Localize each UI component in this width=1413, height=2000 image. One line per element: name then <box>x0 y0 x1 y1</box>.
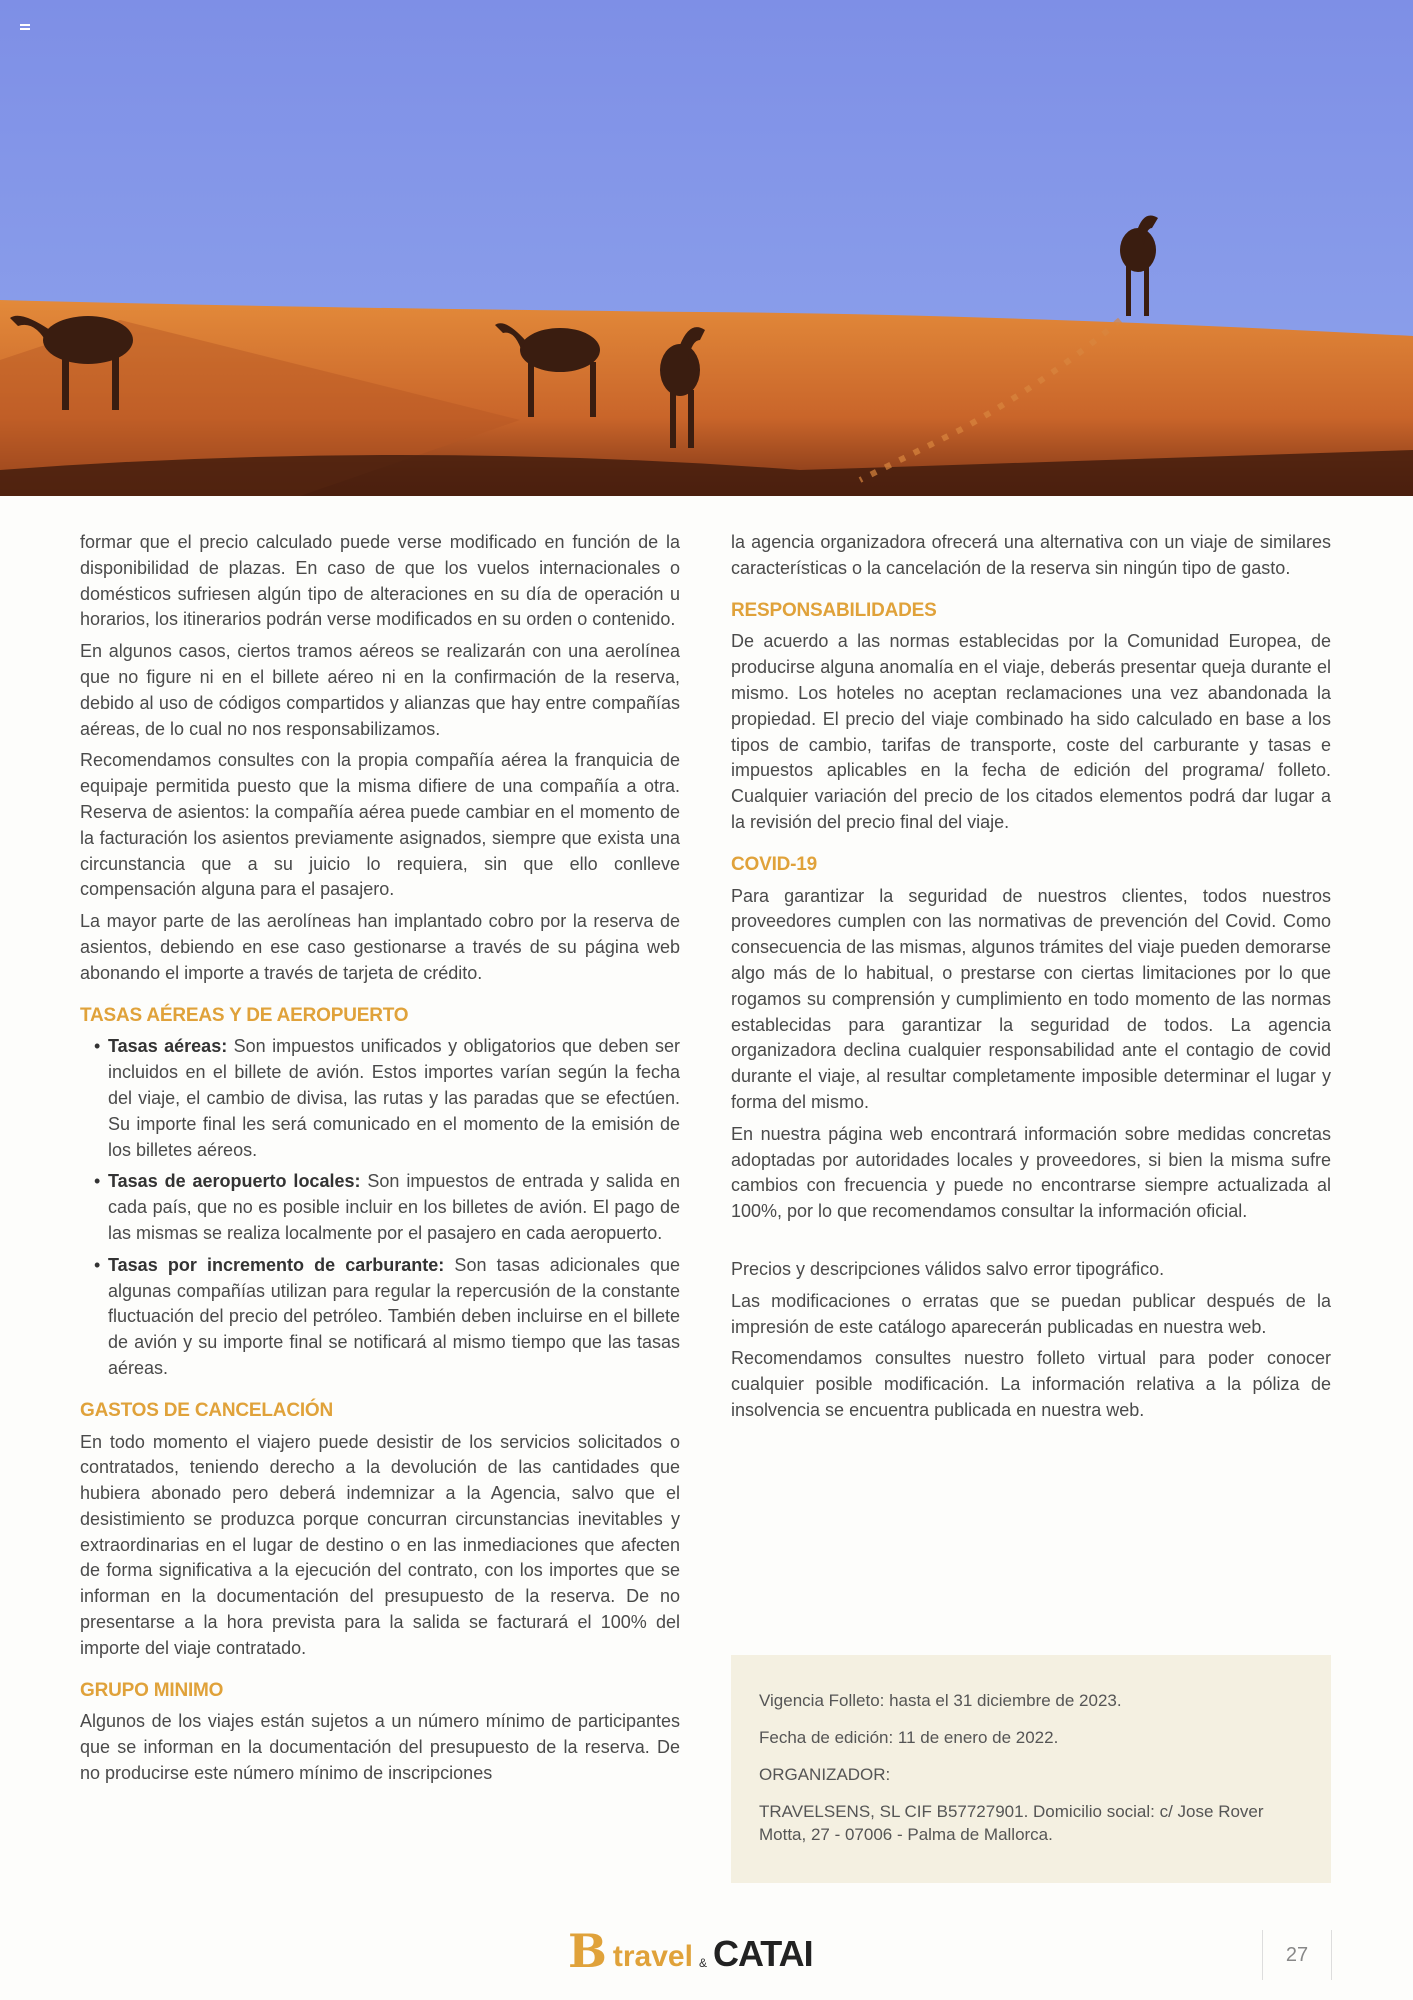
menu-icon[interactable] <box>20 24 30 30</box>
paragraph-alternativa: la agencia organizadora ofrecerá una alternativa con un viaje de similares características o la cancelación de la reserva sin ningún tipo de gasto. <box>731 532 1331 578</box>
list-item <box>108 1034 680 1163</box>
paragraph-equipaje: Recomendamos consultes con la propia compañía aérea la franquicia de equipaje permitida puesto que la misma difiere de una compañía a otra. Reserva de asientos: la compañía aérea puede cambiar en el momento de la facturación los asientos previamente asignados, siempre que exista una circunstancia que a su juicio lo requiera, sin que ello conlleve compensación alguna para el pasajero. <box>80 750 680 900</box>
list-item <box>108 1169 680 1246</box>
tasa-text: Son impuestos unificados y obligatorios que deben ser incluidos en el billete de avión. Estos importes varían según la fecha del viaje, el cambio de divisa, las rutas y las paradas que se efectúen. Su importe final les será comunicado en el momento de la emisión de los billetes aéreos. <box>108 1036 680 1160</box>
paragraph-covid-2: En nuestra página web encontrará información sobre medidas concretas adoptadas por autoridades locales y proveedores, si bien la misma sufre cambios con frecuencia y puede no encontrarse siempre actualizada al 100%, por lo que recomendamos consultar la información oficial. <box>731 1123 1331 1222</box>
hero-image <box>0 0 1413 496</box>
paragraph-modificaciones: Las modificaciones o erratas que se puedan publicar después de la impresión de este catálogo aparecerán publicadas en nuestra web. <box>731 1290 1331 1337</box>
tasa-label: Tasas por incremento de carburante: <box>108 1254 445 1275</box>
paragraph-reserva-asientos: La mayor parte de las aerolíneas han implantado cobro por la reserva de asientos, debiendo en ese caso gestionarse a través de su página web abonando el importe a través de tarjeta de crédito. <box>80 911 680 983</box>
logo-travel: travel <box>612 1940 693 1973</box>
tasa-text: Son tasas adicionales que algunas compañías utilizan para regular la repercusión de la constante fluctuación del precio del petróleo. También deben incluirse en el billete de avión y su importe final se notificará al mismo tiempo que las tasas aéreas. <box>108 1254 680 1378</box>
organizador-label: ORGANIZADOR: <box>759 1765 891 1784</box>
list-item <box>108 1253 680 1382</box>
paragraph-precio: formar que el precio calculado puede verse modificado en función de la disponibilidad de plazas. En caso de que los vuelos internacionales o domésticos sufriesen algún tipo de alteraciones en su día de operación u horarios, los itinerarios podrán verse modificados en su orden o contenido. <box>80 532 680 630</box>
page-number: 27 <box>1262 1930 1332 1980</box>
tasa-label: Tasas de aeropuerto locales: <box>108 1171 361 1192</box>
paragraph-gastos-cancelacion: En todo momento el viajero puede desistir de los servicios solicitados o contratados, teniendo derecho a la devolución de las cantidades que hubiera abonado pero deberá indemnizar a la Agencia, salvo que el desistimiento se produzca porque concurran circunstancias inevitables y extraordinarias en el lugar de destino o en las inmediaciones que afecten de forma significativa a la ejecución del contrato, con los importes que se informan en la documentación del presupuesto de la reserva. De no presentarse a la hora prevista para la salida se facturará el 100% del importe del viaje contratado. <box>80 1431 680 1658</box>
heading-responsabilidades: RESPONSABILIDADES <box>731 599 937 621</box>
paragraph-precios: Precios y descripciones válidos salvo error tipográfico. <box>731 1258 1165 1279</box>
paragraph-grupo-minimo: Algunos de los viajes están sujetos a un número mínimo de participantes que se informan en la documentación del presupuesto de la reserva. De no producirse este número mínimo de inscripciones <box>80 1711 680 1784</box>
heading-covid: COVID-19 <box>731 853 818 875</box>
vigencia-text: Vigencia Folleto: hasta el 31 diciembre de 2023. <box>759 1691 1122 1710</box>
fecha-edicion-text: Fecha de edición: 11 de enero de 2022. <box>759 1728 1059 1747</box>
organizador-text: TRAVELSENS, SL CIF B57727901. Domicilio social: c/ Jose Rover Motta, 27 - 07006 - Palma de Mallorca. <box>759 1802 1264 1844</box>
heading-tasas: TASAS AÉREAS Y DE AEROPUERTO <box>80 1004 409 1026</box>
logo-ampersand: & <box>698 1956 707 1970</box>
logo-catai: CATAI <box>712 1933 813 1974</box>
heading-gastos-cancelacion: GASTOS DE CANCELACIÓN <box>80 1399 334 1421</box>
heading-grupo-minimo: GRUPO MINIMO <box>80 1679 224 1701</box>
paragraph-covid-1: Para garantizar la seguridad de nuestros clientes, todos nuestros proveedores cumplen con las normativas de prevención del Covid. Como consecuencia de las mismas, algunos trámites del viaje pueden demorarse algo más de lo habitual, o prestarse con ciertas limitaciones por lo que rogamos su comprensión y cumplimiento en todo momento de las normas establecidas para garantizar la seguridad de todos. La agencia organizadora declina cualquier responsabilidad ante el contagio de covid durante el viaje, al resultar completamente imposible determinar el lugar y forma del mismo. <box>731 885 1331 1112</box>
brand-logo <box>568 1918 813 1978</box>
desert-camels-photo <box>0 0 1413 496</box>
tasa-text: Son impuestos de entrada y salida en cada país, que no es posible incluir en los billetes de avión. El pago de las mismas se realiza localmente por el pasajero en cada aeropuerto. <box>108 1171 680 1243</box>
paragraph-responsabilidades: De acuerdo a las normas establecidas por la Comunidad Europea, de producirse alguna anomalía en el viaje, deberás presentar queja durante el mismo. Los hoteles no aceptan reclamaciones una vez abandonada la propiedad. El precio del viaje combinado ha sido calculado en base a los tipos de cambio, tarifas de transporte, coste del carburante y tasas e impuestos aplicables en la fecha de edición del programa/ folleto. Cualquier variación del precio de los citados elementos podrá dar lugar a la revisión del precio final del viaje. <box>731 631 1331 832</box>
paragraph-tramos-aereos: En algunos casos, ciertos tramos aéreos se realizarán con una aerolínea que no figure ni en el billete aéreo ni en la confirmación de la reserva, debido al uso de códigos compartidos y alianzas que hay entre compañías aéreas, de lo cual no nos responsabilizamos. <box>80 641 680 739</box>
right-column <box>731 530 1331 1430</box>
left-column <box>80 530 680 1793</box>
paragraph-folleto-virtual: Recomendamos consultes nuestro folleto virtual para poder conocer cualquier posible modificación. La información relativa a la póliza de insolvencia se encuentra publicada en nuestra web. <box>731 1348 1331 1420</box>
tasas-list <box>80 1034 680 1381</box>
tasa-label: Tasas aéreas: <box>108 1036 228 1057</box>
logo-b: B <box>568 1924 607 1978</box>
info-box <box>731 1655 1331 1883</box>
